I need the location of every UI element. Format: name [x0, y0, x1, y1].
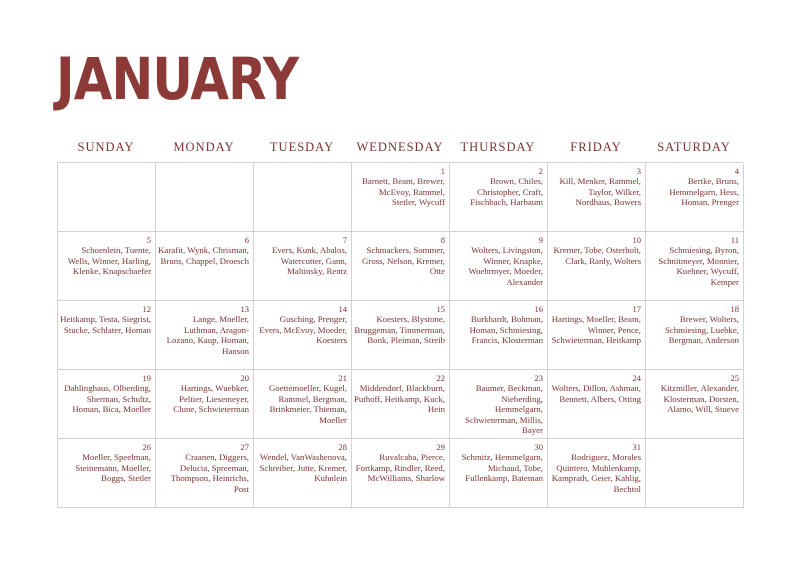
weekday-header: THURSDAY	[460, 140, 536, 154]
day-names: Wendel, VanWashenova, Schreiber, Jutte, Kremer, Kuhnlein	[259, 452, 347, 484]
day-number: 31	[632, 442, 641, 452]
day-names: Hartings, Moeller, Beam, Winner, Pence, Schwieterman, Heitkamp	[551, 314, 641, 346]
day-names: Kremer, Tobe, Osterholt, Clark, Ranly, Wolters	[553, 245, 641, 266]
day-cell	[254, 163, 352, 232]
day-names: Heitkamp, Testa, Siegrist, Stucke, Schlater, Homan	[60, 314, 151, 335]
day-cell	[156, 301, 254, 370]
day-names: Brewer, Wolters, Schmiesing, Luebke, Bergman, Anderson	[664, 314, 739, 346]
day-names: Schmitz, Hemmelgarn, Michaud, Tobe, Fullenkamp, Bateman	[461, 452, 543, 484]
day-number: 9	[538, 235, 543, 245]
day-cell	[548, 301, 646, 370]
day-names: Ruvalcaba, Pierce, Fortkamp, Rindler, Reed, McWilliams, Sharlow	[355, 452, 445, 484]
day-cell	[352, 439, 450, 508]
day-number: 16	[534, 304, 543, 314]
day-cell	[254, 232, 352, 301]
day-names: Schmiesing, Byron, Schnitmeyer, Monnier, Kuehner, Wycuff, Kemper	[658, 245, 739, 287]
day-number: 27	[240, 442, 249, 452]
day-number: 19	[142, 373, 151, 383]
day-cell	[646, 301, 744, 370]
day-number: 5	[146, 235, 151, 245]
day-cell	[450, 301, 548, 370]
day-names: Middendorf, Blackburn, Puthoff, Heitkamp, Kuck, Hein	[354, 383, 445, 415]
day-names: Schmackers, Sommer, Gross, Nelson, Kremer, Otte	[362, 245, 445, 277]
day-cell	[156, 232, 254, 301]
day-names: Gusching, Prenger, Evers, McEvoy, Moeder, Koesters	[259, 314, 347, 346]
weekday-header: SUNDAY	[77, 140, 135, 154]
day-cell	[58, 163, 156, 232]
day-number: 8	[440, 235, 445, 245]
day-cell	[254, 439, 352, 508]
day-names: Craanen, Diggers, Delucia, Spreeman, Thompson, Heinrichs, Post	[170, 452, 249, 494]
day-cell	[450, 163, 548, 232]
day-number: 26	[142, 442, 151, 452]
day-cell	[646, 232, 744, 301]
day-number: 12	[142, 304, 151, 314]
day-number: 21	[338, 373, 347, 383]
day-number: 18	[730, 304, 739, 314]
day-cell	[156, 439, 254, 508]
day-cell	[450, 439, 548, 508]
day-number: 24	[632, 373, 641, 383]
day-cell	[548, 163, 646, 232]
weekday-header: SATURDAY	[657, 140, 731, 154]
weekday-header: MONDAY	[173, 140, 235, 154]
day-names: Wolters, Livingston, Winner, Knapke, Woehrmyer, Moeder, Alexander	[468, 245, 543, 287]
day-cell	[352, 301, 450, 370]
day-names: Moeller, Speelman, Steinemann, Moeller, Boggs, Stetler	[75, 452, 151, 484]
day-number: 6	[244, 235, 249, 245]
weekday-header: FRIDAY	[570, 140, 622, 154]
day-number: 22	[436, 373, 445, 383]
day-number: 17	[632, 304, 641, 314]
day-number: 2	[538, 166, 543, 176]
day-names: Kill, Menker, Rammel, Taylor, Wilker, Nordhaus, Bowers	[559, 176, 641, 208]
day-names: Burkhardt, Bohman, Homan, Schmiesing, Francis, Klosterman	[469, 314, 543, 346]
day-names: Hartings, Wuebker, Peltier, Liesemeyer, Clune, Schwieterman	[173, 383, 249, 415]
weekday-header: WEDNESDAY	[356, 140, 444, 154]
weekday-header: TUESDAY	[269, 140, 335, 154]
day-number: 3	[636, 166, 641, 176]
day-cell	[646, 163, 744, 232]
day-cell	[352, 232, 450, 301]
day-cell	[58, 370, 156, 439]
day-cell	[352, 163, 450, 232]
day-number: 29	[436, 442, 445, 452]
day-number: 11	[730, 235, 739, 245]
day-cell	[58, 232, 156, 301]
day-number: 7	[342, 235, 347, 245]
day-number: 25	[730, 373, 739, 383]
day-names: Kitzmiller, Alexander, Klosterman, Dorsten, Alamo, Will, Stueve	[660, 383, 739, 415]
day-number: 13	[240, 304, 249, 314]
day-cell	[58, 301, 156, 370]
day-number: 10	[632, 235, 641, 245]
calendar-grid	[57, 162, 743, 508]
day-cell	[646, 439, 744, 508]
day-cell	[156, 370, 254, 439]
day-names: Schoenlein, Tuente, Wells, Winner, Harling, Klenke, Knapschaefer	[67, 245, 151, 277]
day-names: Brown, Chiles, Christopher, Craft, Fischbach, Harbaum	[470, 176, 543, 208]
day-number: 23	[534, 373, 543, 383]
month-title: JANUARY	[56, 45, 299, 113]
day-names: Lange, Moeller, Luthman, Aragon-Lozano, Kaup, Homan, Hanson	[166, 314, 249, 356]
day-cell	[58, 439, 156, 508]
weekday-header-row	[57, 134, 743, 160]
day-names: Wolters, Dillon, Ashman, Bennett, Albers, Otting	[551, 383, 641, 404]
day-number: 15	[436, 304, 445, 314]
day-cell	[548, 232, 646, 301]
day-cell	[450, 232, 548, 301]
day-number: 1	[440, 166, 445, 176]
day-cell	[352, 370, 450, 439]
day-number: 28	[338, 442, 347, 452]
day-number: 4	[734, 166, 739, 176]
day-number: 14	[338, 304, 347, 314]
day-cell	[156, 163, 254, 232]
day-names: Koesters, Blystone, Bruggeman, Timmerman, Bonk, Pleiman, Streib	[354, 314, 445, 346]
day-names: Baumer, Beckman, Nieberding, Hemmelgarn, Schwieterman, Millis, Bayer	[465, 383, 543, 436]
day-number: 20	[240, 373, 249, 383]
day-names: Dahlinghaus, Olberding, Sherman, Schultz, Homan, Bica, Moeller	[64, 383, 151, 415]
day-names: Evers, Kunk, Abalos, Watercutter, Gann, Maltinsky, Rentz	[271, 245, 347, 277]
day-cell	[548, 439, 646, 508]
day-cell	[254, 301, 352, 370]
day-number: 30	[534, 442, 543, 452]
day-cell	[646, 370, 744, 439]
day-names: Rodriguez, Morales Quintero, Muhlenkamp, Kamprath, Geier, Kahlig, Bechtol	[551, 452, 641, 494]
day-names: Bertke, Bruns, Hemmelgarn, Hess, Homan, Prenger	[669, 176, 739, 208]
day-cell	[254, 370, 352, 439]
day-cell	[548, 370, 646, 439]
day-names: Karafit, Wynk, Chrisman, Bruns, Chappel, Droesch	[158, 245, 249, 266]
day-cell	[450, 370, 548, 439]
day-names: Barnett, Beam, Brewer, McEvoy, Rammel, Stetler, Wycuff	[362, 176, 445, 208]
day-names: Goettemoeller, Kugel, Rammel, Bergman, Brinkmeier, Thieman, Moeller	[268, 383, 347, 425]
